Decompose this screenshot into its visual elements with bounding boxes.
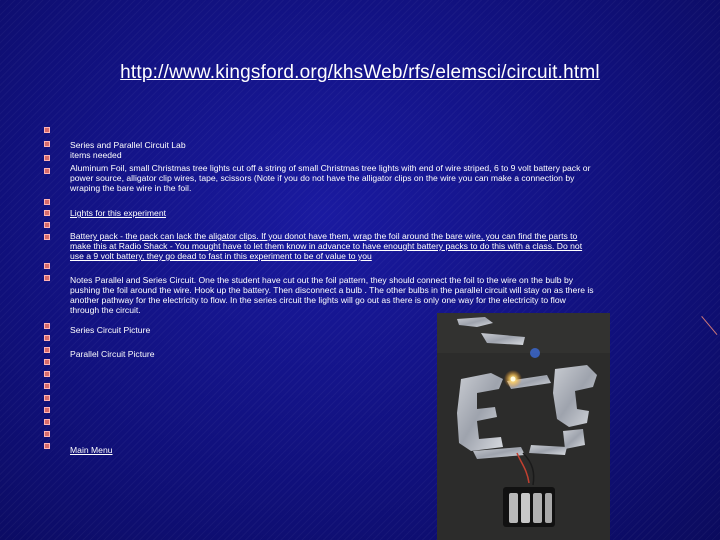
bullet-marker — [44, 155, 50, 161]
items-needed-heading: items needed — [70, 150, 122, 160]
notes-paragraph: pushing the foil around the wire. Hook up the battery. Then disconnect a bulb . The other bulbs in the parallel circuit will stay on as there is — [70, 285, 594, 295]
battery-pack-link[interactable]: make this at Radio Shack - You mought have to let them know in advance to have enought battery packs to do this with a class. Do not — [70, 241, 583, 251]
bullet-marker — [44, 359, 50, 365]
main-menu-link[interactable]: Main Menu — [70, 445, 113, 455]
bullet-marker — [44, 419, 50, 425]
bullet-marker — [44, 199, 50, 205]
bullet-marker — [44, 335, 50, 341]
circuit-photo — [437, 313, 610, 540]
bullet-marker — [44, 168, 50, 174]
materials-line: wraping the bare wire in the foil. — [70, 183, 192, 193]
notes-paragraph: through the circuit. — [70, 305, 141, 315]
bullet-marker — [44, 407, 50, 413]
bullet-marker — [44, 383, 50, 389]
bullet-marker — [44, 222, 50, 228]
bullet-marker — [44, 275, 50, 281]
bullet-marker — [44, 127, 50, 133]
bullet-marker — [44, 371, 50, 377]
bullet-marker — [44, 347, 50, 353]
slide-title-link[interactable]: http://www.kingsford.org/khsWeb/rfs/elemsci/circuit.html — [120, 62, 600, 83]
bullet-marker — [44, 210, 50, 216]
materials-line: power source, alligator clip wires, tape, scissors (Note if you do not have the alligator clips on the wire you can make a connection by — [70, 173, 575, 183]
parallel-circuit-picture-label: Parallel Circuit Picture — [70, 349, 155, 359]
battery-pack-link[interactable]: use a 9 volt battery, they go dead to fast in this experiment to be of value to you — [70, 251, 372, 261]
bullet-marker — [44, 323, 50, 329]
notes-paragraph: Notes Parallel and Series Circuit. One the student have cut out the foil pattern, they should connect the foil to the wire on the bulb by — [70, 275, 574, 285]
notes-paragraph: another pathway for the electricity to flow. In the series circuit the lights will go out as there is only one way for the electricity to flow — [70, 295, 566, 305]
bullet-marker — [44, 141, 50, 147]
lab-title: Series and Parallel Circuit Lab — [70, 140, 186, 150]
bullet-marker — [44, 395, 50, 401]
bullet-marker — [44, 431, 50, 437]
bullet-marker — [44, 263, 50, 269]
decorative-line — [701, 316, 717, 335]
battery-pack-link[interactable]: Battery pack - the pack can lack the aligator clips. If you donot have them, wrap the foil around the bare wire, you can find the parts to — [70, 231, 578, 241]
bullet-marker — [44, 443, 50, 449]
series-circuit-picture-label: Series Circuit Picture — [70, 325, 151, 335]
materials-line: Aluminum Foil, small Christmas tree lights cut off a string of small Christmas tree lights with end of wire striped, 6 to 9 volt battery pack or — [70, 163, 591, 173]
lights-link[interactable]: Lights for this experiment — [70, 208, 167, 218]
bullet-marker — [44, 234, 50, 240]
